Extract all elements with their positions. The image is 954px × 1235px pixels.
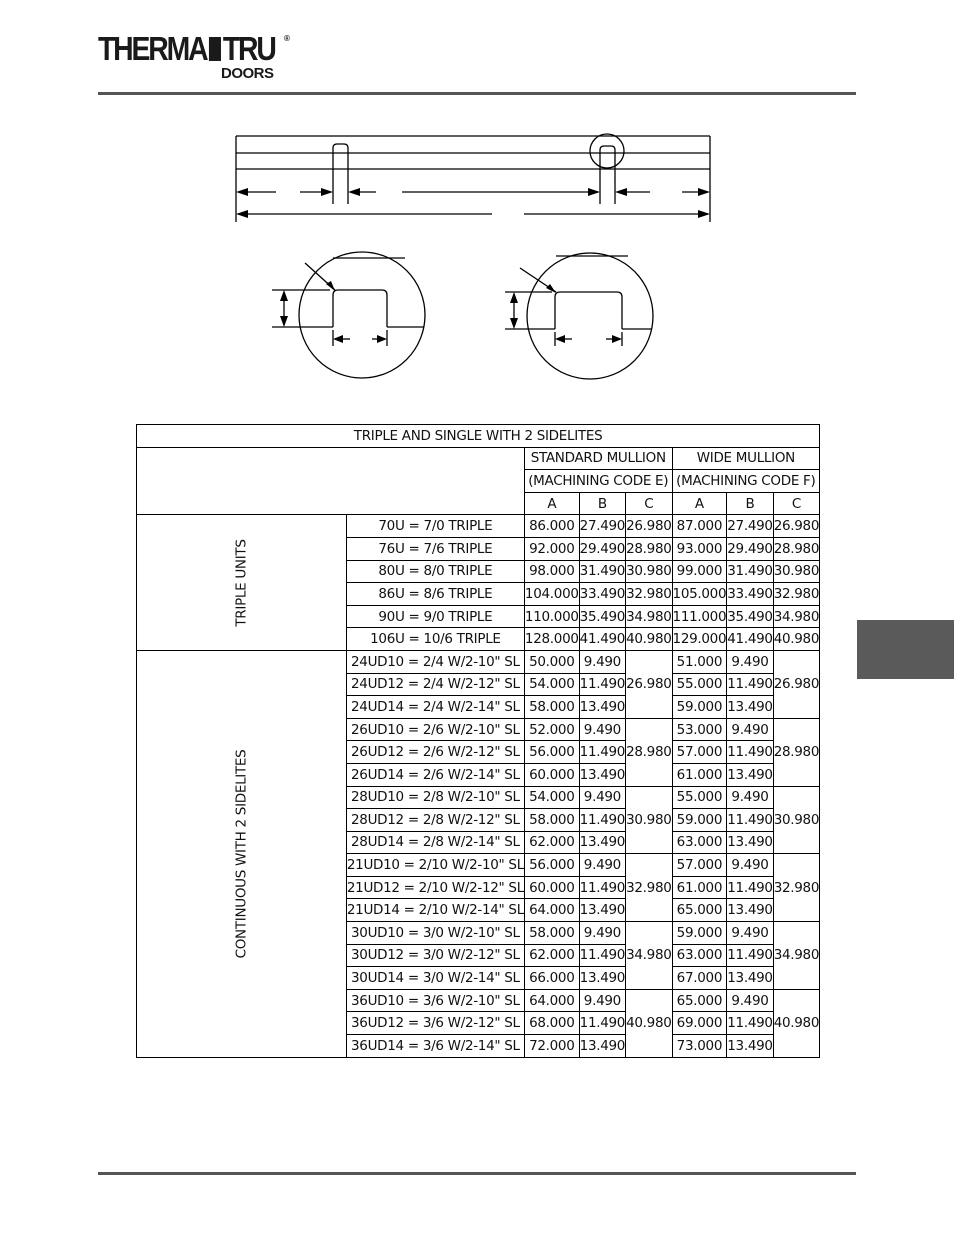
wide-b-cell: 13.490: [727, 763, 773, 786]
wide-b-cell: 9.490: [727, 786, 773, 809]
wide-c-cell: 34.980: [773, 922, 819, 990]
wide-mullion-header: WIDE MULLION: [672, 447, 820, 470]
wide-a-cell: 59.000: [672, 809, 727, 832]
model-cell: 30UD14 = 3/0 W/2-14" SL: [346, 967, 524, 990]
wide-b-cell: 9.490: [727, 922, 773, 945]
std-b-cell: 33.490: [579, 583, 625, 606]
model-cell: 70U = 7/0 TRIPLE: [346, 515, 524, 538]
wide-b-cell: 31.490: [727, 560, 773, 583]
wide-b-cell: 11.490: [727, 673, 773, 696]
standard-machining-code: (MACHINING CODE E): [524, 470, 672, 493]
detail-wide: [505, 253, 653, 379]
std-b-cell: 11.490: [579, 944, 625, 967]
std-c-cell: 32.980: [626, 854, 672, 922]
std-b-cell: 41.490: [579, 628, 625, 651]
std-c-cell: 40.980: [626, 989, 672, 1057]
wide-c-cell: 28.980: [773, 537, 819, 560]
std-a-cell: 98.000: [524, 560, 579, 583]
std-a-cell: 52.000: [524, 718, 579, 741]
wide-b-cell: 11.490: [727, 741, 773, 764]
wide-a-cell: 57.000: [672, 854, 727, 877]
footer-rule: [98, 1172, 856, 1175]
wide-b-cell: 9.490: [727, 854, 773, 877]
model-cell: 30UD12 = 3/0 W/2-12" SL: [346, 944, 524, 967]
mullion-bar: [236, 136, 710, 169]
col-wide-a: A: [672, 492, 727, 515]
wide-a-cell: 105.000: [672, 583, 727, 606]
std-a-cell: 54.000: [524, 673, 579, 696]
std-c-cell: 26.980: [626, 650, 672, 718]
logo-name-left: THERMA: [98, 30, 207, 67]
mullion-spec-table: [136, 424, 820, 1058]
std-a-cell: 58.000: [524, 696, 579, 719]
detail-standard: [272, 252, 425, 378]
std-c-cell: 28.980: [626, 537, 672, 560]
std-a-cell: 62.000: [524, 944, 579, 967]
std-a-cell: 86.000: [524, 515, 579, 538]
wide-a-cell: 65.000: [672, 899, 727, 922]
model-cell: 80U = 8/0 TRIPLE: [346, 560, 524, 583]
model-cell: 21UD14 = 2/10 W/2-14" SL: [346, 899, 524, 922]
mullion-header-row: [137, 447, 820, 470]
std-a-cell: 92.000: [524, 537, 579, 560]
std-b-cell: 9.490: [579, 922, 625, 945]
wide-c-cell: 30.980: [773, 786, 819, 854]
std-b-cell: 13.490: [579, 899, 625, 922]
wide-b-cell: 11.490: [727, 809, 773, 832]
triple-units-label-text: TRIPLE UNITS: [233, 539, 250, 627]
model-cell: 28UD12 = 2/8 W/2-12" SL: [346, 809, 524, 832]
std-c-cell: 32.980: [626, 583, 672, 606]
wide-c-cell: 32.980: [773, 583, 819, 606]
table-title: TRIPLE AND SINGLE WITH 2 SIDELITES: [137, 425, 820, 448]
wide-c-cell: 30.980: [773, 560, 819, 583]
wide-a-cell: 65.000: [672, 989, 727, 1012]
std-b-cell: 35.490: [579, 605, 625, 628]
right-detail-circle: [590, 134, 624, 168]
wide-a-cell: 55.000: [672, 786, 727, 809]
col-std-a: A: [524, 492, 579, 515]
std-b-cell: 9.490: [579, 854, 625, 877]
std-a-cell: 64.000: [524, 989, 579, 1012]
wide-a-cell: 61.000: [672, 876, 727, 899]
std-c-cell: 28.980: [626, 718, 672, 786]
wide-b-cell: 13.490: [727, 831, 773, 854]
wide-a-cell: 55.000: [672, 673, 727, 696]
model-cell: 36UD12 = 3/6 W/2-12" SL: [346, 1012, 524, 1035]
std-b-cell: 13.490: [579, 967, 625, 990]
std-b-cell: 9.490: [579, 650, 625, 673]
std-a-cell: 62.000: [524, 831, 579, 854]
wide-a-cell: 59.000: [672, 922, 727, 945]
std-a-cell: 58.000: [524, 922, 579, 945]
model-cell: 76U = 7/6 TRIPLE: [346, 537, 524, 560]
logo-registered-mark: ®: [284, 34, 290, 43]
wide-a-cell: 73.000: [672, 1035, 727, 1058]
col-wide-b: B: [727, 492, 773, 515]
col-std-b: B: [579, 492, 625, 515]
wide-c-cell: 40.980: [773, 989, 819, 1057]
wide-a-cell: 129.000: [672, 628, 727, 651]
wide-c-cell: 26.980: [773, 650, 819, 718]
std-b-cell: 9.490: [579, 718, 625, 741]
std-b-cell: 13.490: [579, 1035, 625, 1058]
std-b-cell: 27.490: [579, 515, 625, 538]
std-b-cell: 9.490: [579, 989, 625, 1012]
model-cell: 30UD10 = 3/0 W/2-10" SL: [346, 922, 524, 945]
model-cell: 24UD12 = 2/4 W/2-12" SL: [346, 673, 524, 696]
std-c-cell: 40.980: [626, 628, 672, 651]
wide-b-cell: 41.490: [727, 628, 773, 651]
wide-a-cell: 111.000: [672, 605, 727, 628]
wide-a-cell: 63.000: [672, 944, 727, 967]
wide-b-cell: 13.490: [727, 1035, 773, 1058]
wide-a-cell: 99.000: [672, 560, 727, 583]
std-a-cell: 110.000: [524, 605, 579, 628]
std-c-cell: 30.980: [626, 786, 672, 854]
wide-b-cell: 13.490: [727, 899, 773, 922]
wide-a-cell: 87.000: [672, 515, 727, 538]
wide-a-cell: 93.000: [672, 537, 727, 560]
wide-a-cell: 63.000: [672, 831, 727, 854]
wide-b-cell: 29.490: [727, 537, 773, 560]
triple-units-label: [137, 515, 347, 651]
wide-b-cell: 35.490: [727, 605, 773, 628]
model-cell: 86U = 8/6 TRIPLE: [346, 583, 524, 606]
std-b-cell: 13.490: [579, 831, 625, 854]
std-a-cell: 54.000: [524, 786, 579, 809]
blank-header-cell: [137, 447, 525, 515]
model-cell: 28UD10 = 2/8 W/2-10" SL: [346, 786, 524, 809]
model-cell: 26UD10 = 2/6 W/2-10" SL: [346, 718, 524, 741]
model-cell: 21UD12 = 2/10 W/2-12" SL: [346, 876, 524, 899]
std-a-cell: 56.000: [524, 741, 579, 764]
wide-b-cell: 27.490: [727, 515, 773, 538]
wide-a-cell: 69.000: [672, 1012, 727, 1035]
std-a-cell: 60.000: [524, 876, 579, 899]
wide-machining-code: (MACHINING CODE F): [672, 470, 820, 493]
wide-c-cell: 32.980: [773, 854, 819, 922]
std-b-cell: 11.490: [579, 876, 625, 899]
model-cell: 90U = 9/0 TRIPLE: [346, 605, 524, 628]
std-b-cell: 9.490: [579, 786, 625, 809]
standard-mullion-header: STANDARD MULLION: [524, 447, 672, 470]
model-cell: 106U = 10/6 TRIPLE: [346, 628, 524, 651]
wide-b-cell: 13.490: [727, 967, 773, 990]
wide-a-cell: 61.000: [672, 763, 727, 786]
std-c-cell: 34.980: [626, 605, 672, 628]
wide-b-cell: 13.490: [727, 696, 773, 719]
std-a-cell: 72.000: [524, 1035, 579, 1058]
model-cell: 24UD10 = 2/4 W/2-10" SL: [346, 650, 524, 673]
wide-c-cell: 26.980: [773, 515, 819, 538]
model-cell: 28UD14 = 2/8 W/2-14" SL: [346, 831, 524, 854]
wide-b-cell: 11.490: [727, 944, 773, 967]
wide-a-cell: 67.000: [672, 967, 727, 990]
mullion-drawing: [0, 0, 954, 420]
model-cell: 26UD12 = 2/6 W/2-12" SL: [346, 741, 524, 764]
std-b-cell: 11.490: [579, 741, 625, 764]
section-side-tab: [857, 620, 954, 679]
model-cell: 36UD14 = 3/6 W/2-14" SL: [346, 1035, 524, 1058]
wide-b-cell: 11.490: [727, 1012, 773, 1035]
wide-c-cell: 34.980: [773, 605, 819, 628]
continuous-label-text: CONTINUOUS WITH 2 SIDELITES: [233, 749, 250, 959]
right-notch: [600, 146, 615, 169]
wide-b-cell: 11.490: [727, 876, 773, 899]
std-b-cell: 29.490: [579, 537, 625, 560]
std-a-cell: 50.000: [524, 650, 579, 673]
std-c-cell: 30.980: [626, 560, 672, 583]
std-a-cell: 68.000: [524, 1012, 579, 1035]
wide-b-cell: 9.490: [727, 650, 773, 673]
std-a-cell: 60.000: [524, 763, 579, 786]
std-a-cell: 104.000: [524, 583, 579, 606]
std-c-cell: 34.980: [626, 922, 672, 990]
std-a-cell: 128.000: [524, 628, 579, 651]
logo-name-right: TRU: [222, 30, 275, 67]
wide-b-cell: 9.490: [727, 718, 773, 741]
wide-a-cell: 57.000: [672, 741, 727, 764]
std-b-cell: 13.490: [579, 696, 625, 719]
wide-b-cell: 33.490: [727, 583, 773, 606]
std-b-cell: 31.490: [579, 560, 625, 583]
std-b-cell: 11.490: [579, 1012, 625, 1035]
std-a-cell: 58.000: [524, 809, 579, 832]
continuous-label: [137, 650, 347, 1057]
std-b-cell: 11.490: [579, 809, 625, 832]
std-c-cell: 26.980: [626, 515, 672, 538]
logo-subtitle: DOORS: [221, 65, 274, 82]
table-row: [137, 515, 820, 538]
std-a-cell: 64.000: [524, 899, 579, 922]
col-std-c: C: [626, 492, 672, 515]
wide-c-cell: 40.980: [773, 628, 819, 651]
std-b-cell: 11.490: [579, 673, 625, 696]
wide-a-cell: 51.000: [672, 650, 727, 673]
model-cell: 21UD10 = 2/10 W/2-10" SL: [346, 854, 524, 877]
wide-b-cell: 9.490: [727, 989, 773, 1012]
std-b-cell: 13.490: [579, 763, 625, 786]
wide-a-cell: 53.000: [672, 718, 727, 741]
table-row: [137, 650, 820, 673]
wide-c-cell: 28.980: [773, 718, 819, 786]
col-wide-c: C: [773, 492, 819, 515]
model-cell: 36UD10 = 3/6 W/2-10" SL: [346, 989, 524, 1012]
std-a-cell: 66.000: [524, 967, 579, 990]
wide-a-cell: 59.000: [672, 696, 727, 719]
table-title-row: [137, 425, 820, 448]
model-cell: 26UD14 = 2/6 W/2-14" SL: [346, 763, 524, 786]
std-a-cell: 56.000: [524, 854, 579, 877]
model-cell: 24UD14 = 2/4 W/2-14" SL: [346, 696, 524, 719]
